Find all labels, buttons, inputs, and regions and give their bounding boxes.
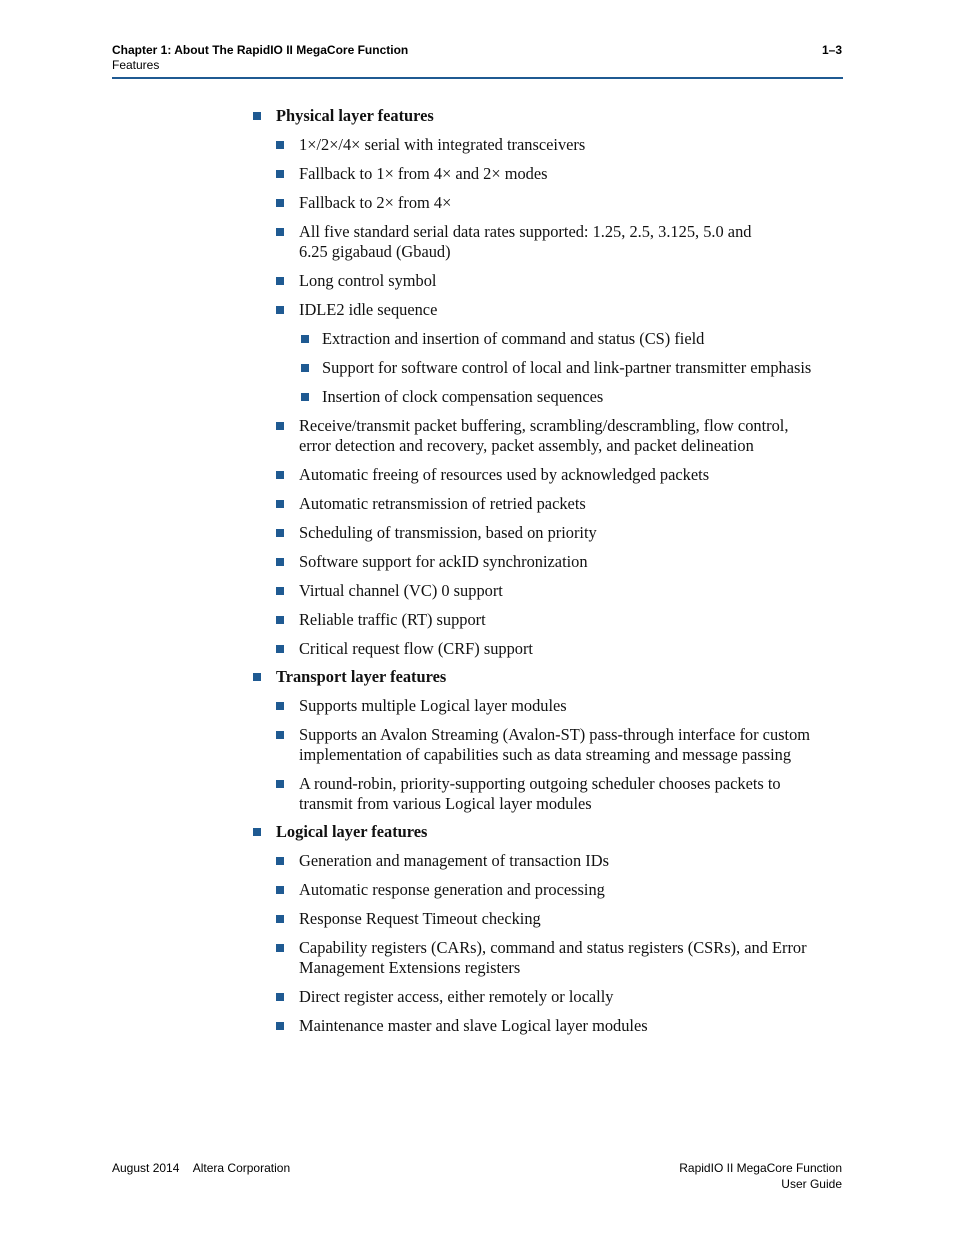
square-bullet-icon (276, 857, 284, 865)
list-item-text: Capability registers (CARs), command and status registers (CSRs), and Error (299, 938, 807, 957)
list-item (253, 523, 853, 543)
square-bullet-icon (253, 112, 261, 120)
list-item-text: Response Request Timeout checking (299, 909, 541, 928)
list-item-text: Automatic retransmission of retried packets (299, 494, 586, 513)
list-item (253, 271, 853, 291)
list-item (253, 774, 853, 814)
section-name: Features (112, 58, 160, 72)
list-item-text: Fallback to 2× from 4× (299, 193, 452, 212)
list-item (253, 880, 853, 900)
list-item (253, 329, 853, 349)
square-bullet-icon (276, 199, 284, 207)
list-item (253, 639, 853, 659)
square-bullet-icon (276, 529, 284, 537)
square-bullet-icon (253, 828, 261, 836)
list-item (253, 725, 853, 765)
list-item (253, 1016, 853, 1036)
list-item (253, 465, 853, 485)
square-bullet-icon (276, 886, 284, 894)
list-item (253, 193, 853, 213)
list-item-text: Automatic response generation and processing (299, 880, 605, 899)
list-item (253, 909, 853, 929)
section-title: Transport layer features (276, 667, 447, 686)
list-item-text: 1×/2×/4× serial with integrated transceivers (299, 135, 586, 154)
list-item-text: Supports multiple Logical layer modules (299, 696, 567, 715)
square-bullet-icon (253, 673, 261, 681)
footer-left (112, 1160, 290, 1176)
section-heading (253, 667, 853, 687)
square-bullet-icon (301, 335, 309, 343)
list-item-text: Reliable traffic (RT) support (299, 610, 486, 629)
list-item (253, 387, 853, 407)
square-bullet-icon (276, 500, 284, 508)
list-item (253, 610, 853, 630)
page-footer (112, 1160, 842, 1192)
list-item (253, 222, 853, 262)
list-item-text: Support for software control of local and link-partner transmitter emphasis (322, 358, 812, 377)
list-item-text: Insertion of clock compensation sequences (322, 387, 604, 406)
list-item-text: Fallback to 1× from 4× and 2× modes (299, 164, 548, 183)
list-item-text: All five standard serial data rates supported: 1.25, 2.5, 3.125, 5.0 and (299, 222, 752, 241)
list-item-text: Virtual channel (VC) 0 support (299, 581, 503, 600)
list-item-text: Software support for ackID synchronization (299, 552, 588, 571)
square-bullet-icon (276, 306, 284, 314)
list-item (253, 938, 853, 978)
list-item (253, 581, 853, 601)
list-item-text-cont: error detection and recovery, packet assembly, and packet delineation (299, 436, 754, 455)
list-item (253, 300, 853, 320)
list-item-text: Receive/transmit packet buffering, scrambling/descrambling, flow control, (299, 416, 789, 435)
footer-doc-type: User Guide (781, 1177, 842, 1191)
square-bullet-icon (276, 277, 284, 285)
list-item-text: Direct register access, either remotely or locally (299, 987, 614, 1006)
list-item-text: Scheduling of transmission, based on priority (299, 523, 597, 542)
list-item (253, 851, 853, 871)
square-bullet-icon (276, 993, 284, 1001)
square-bullet-icon (276, 587, 284, 595)
square-bullet-icon (276, 471, 284, 479)
page-header (112, 42, 842, 73)
square-bullet-icon (276, 915, 284, 923)
square-bullet-icon (276, 645, 284, 653)
square-bullet-icon (276, 780, 284, 788)
footer-product: RapidIO II MegaCore Function (679, 1161, 842, 1175)
list-item (253, 494, 853, 514)
header-rule (112, 77, 843, 79)
list-item (253, 552, 853, 572)
list-item (253, 164, 853, 184)
list-item-text: Extraction and insertion of command and status (CS) field (322, 329, 705, 348)
list-item (253, 987, 853, 1007)
footer-company: Altera Corporation (192, 1161, 291, 1175)
list-item-text: Supports an Avalon Streaming (Avalon-ST) pass-through interface for custom (299, 725, 811, 744)
section-title: Logical layer features (276, 822, 428, 841)
list-item-text: A round-robin, priority-supporting outgoing scheduler chooses packets to (299, 774, 781, 793)
square-bullet-icon (276, 1022, 284, 1030)
square-bullet-icon (276, 731, 284, 739)
list-item-text: Maintenance master and slave Logical layer modules (299, 1016, 648, 1035)
square-bullet-icon (301, 393, 309, 401)
feature-list (253, 106, 853, 1036)
list-item (253, 135, 853, 155)
square-bullet-icon (276, 141, 284, 149)
section-heading (253, 822, 853, 842)
square-bullet-icon (276, 702, 284, 710)
section-title: Physical layer features (276, 106, 434, 125)
list-item (253, 696, 853, 716)
list-item-text-cont: Management Extensions registers (299, 958, 521, 977)
list-item-text: Long control symbol (299, 271, 437, 290)
list-item-text: IDLE2 idle sequence (299, 300, 438, 319)
square-bullet-icon (301, 364, 309, 372)
page-number: 1–3 (821, 43, 842, 57)
square-bullet-icon (276, 616, 284, 624)
list-item (253, 416, 853, 456)
section-heading (253, 106, 853, 126)
list-item-text-cont: 6.25 gigabaud (Gbaud) (299, 242, 451, 261)
square-bullet-icon (276, 422, 284, 430)
footer-date: August 2014 (112, 1161, 180, 1175)
list-item-text-cont: implementation of capabilities such as data streaming and message passing (299, 745, 792, 764)
list-item (253, 358, 853, 378)
list-item-text: Critical request flow (CRF) support (299, 639, 533, 658)
list-item-text: Generation and management of transaction IDs (299, 851, 609, 870)
square-bullet-icon (276, 558, 284, 566)
list-item-text-cont: transmit from various Logical layer modules (299, 794, 592, 813)
list-item-text: Automatic freeing of resources used by acknowledged packets (299, 465, 710, 484)
chapter-title: Chapter 1: About The RapidIO II MegaCore Function (112, 43, 409, 57)
square-bullet-icon (276, 170, 284, 178)
square-bullet-icon (276, 228, 284, 236)
square-bullet-icon (276, 944, 284, 952)
